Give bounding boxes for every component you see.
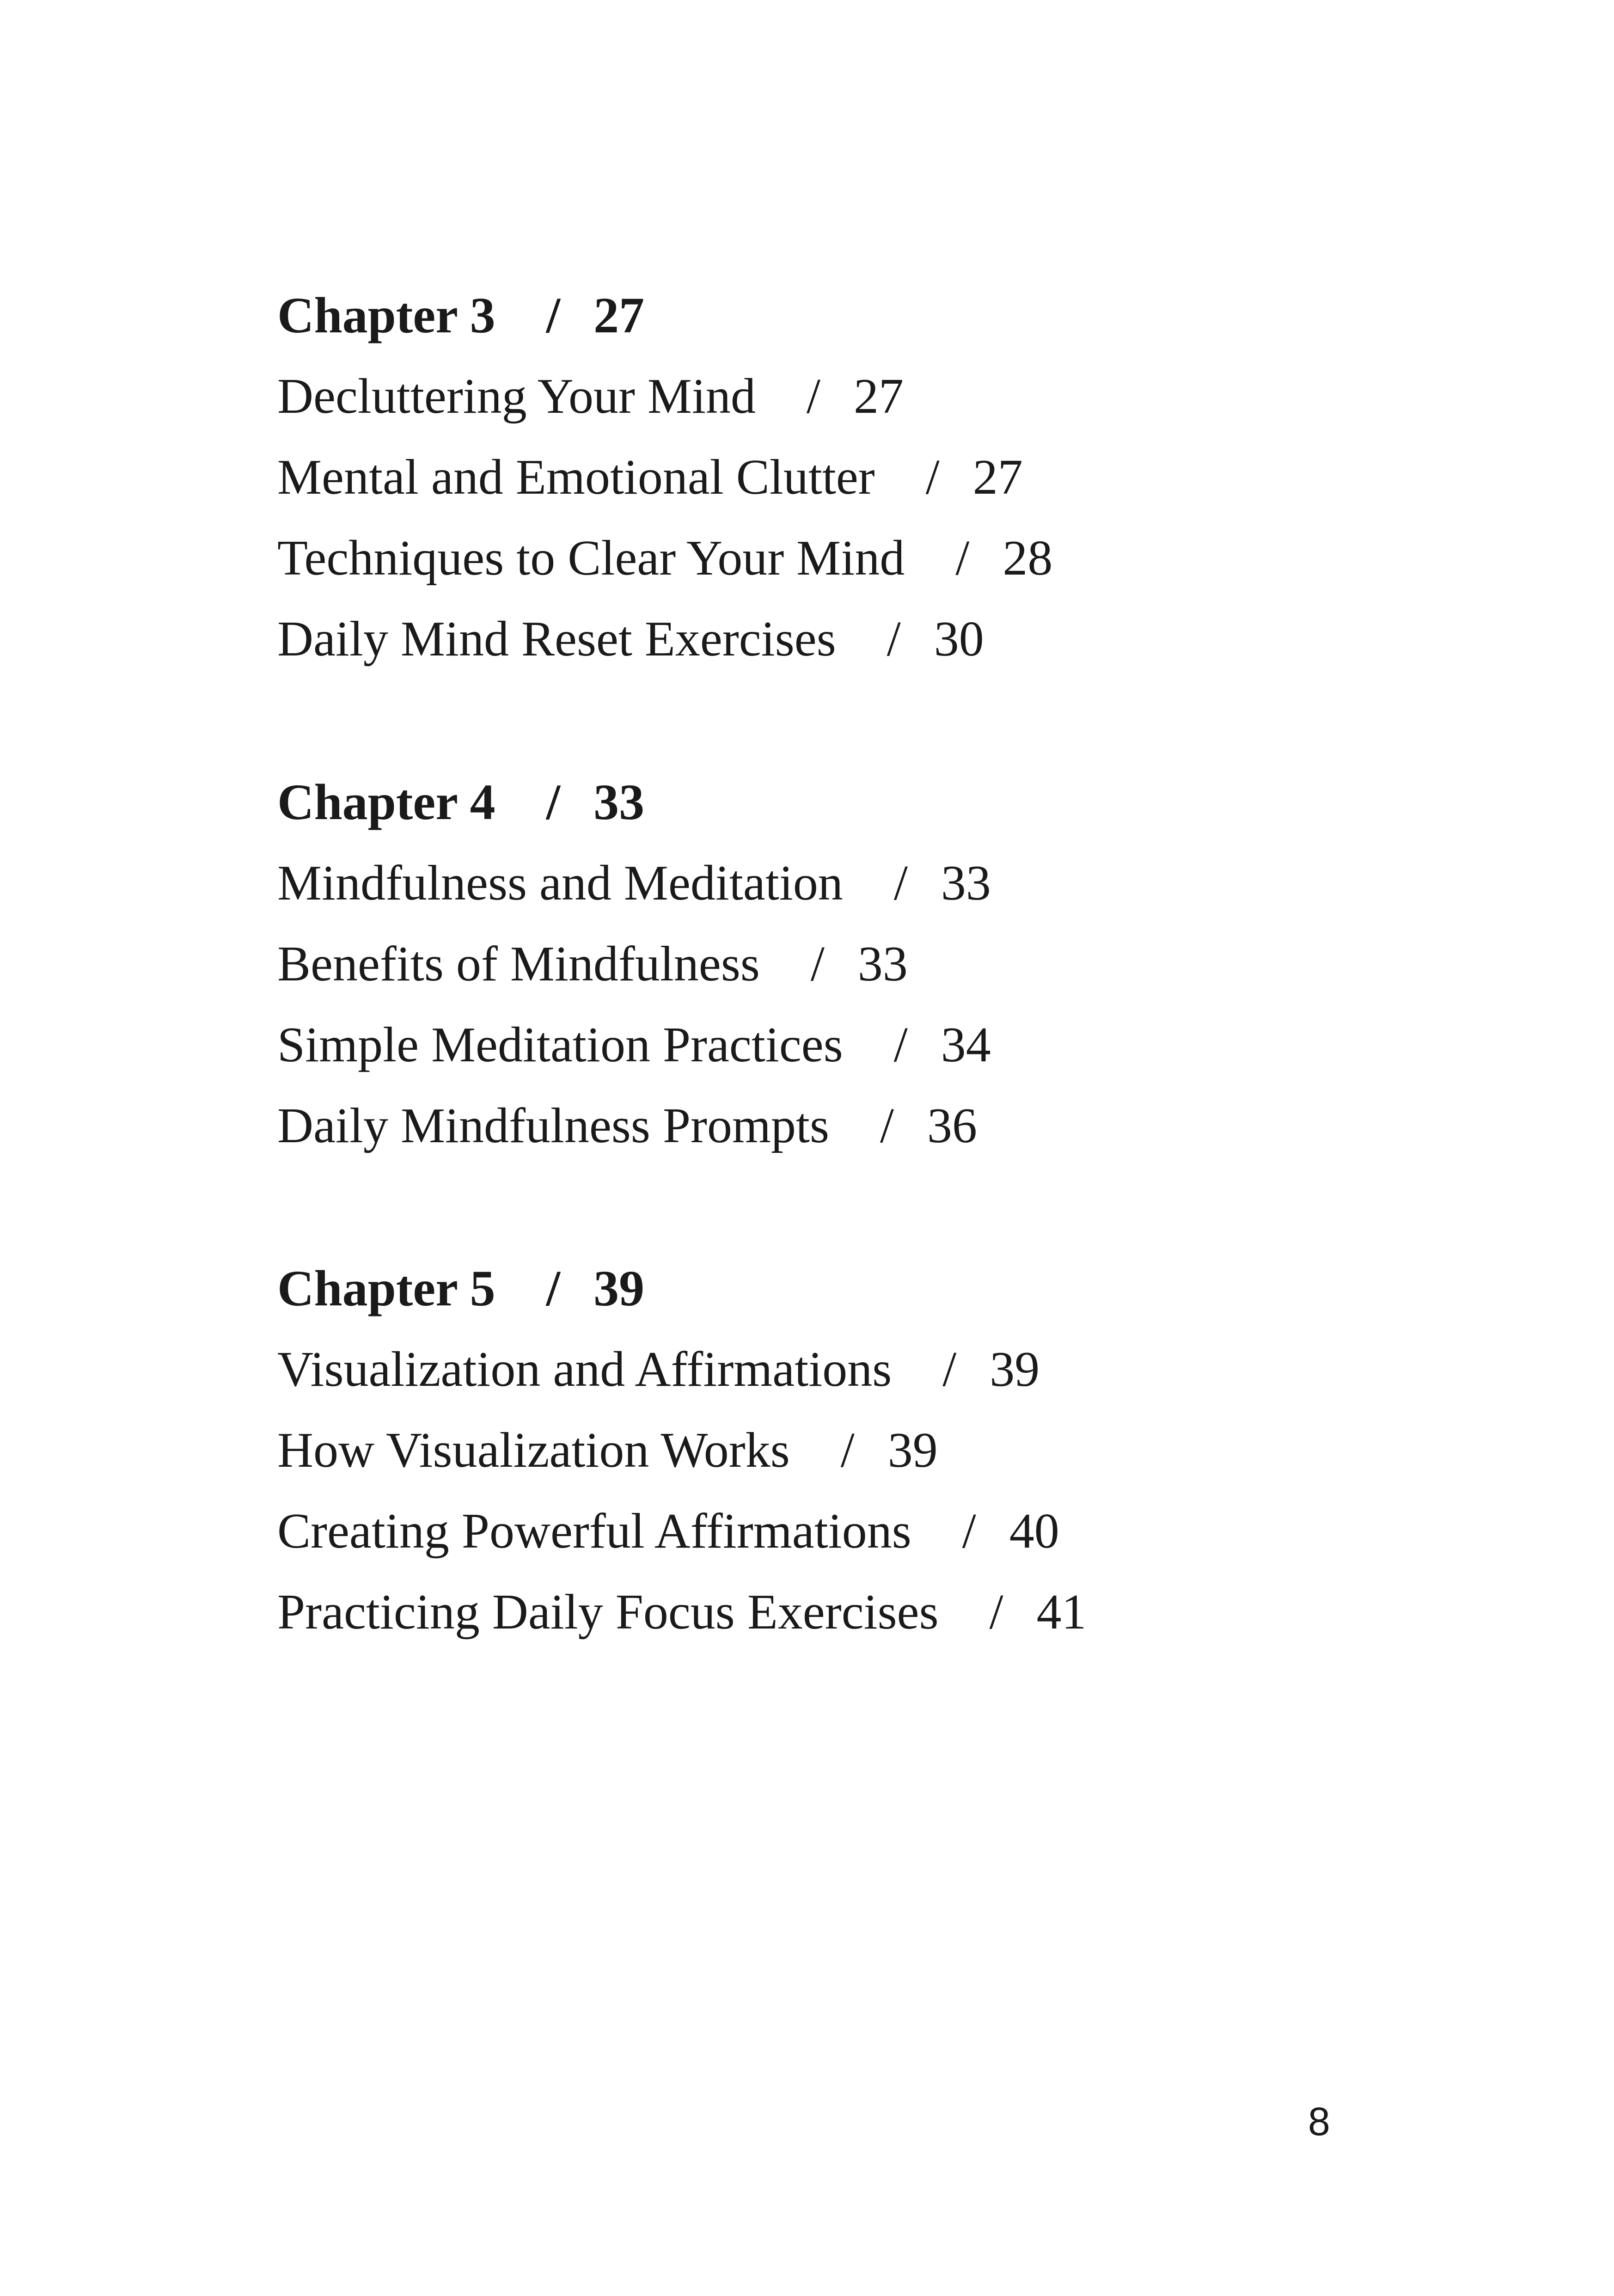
toc-entry bbox=[277, 1572, 1087, 1653]
entry-page: 41 bbox=[1036, 1585, 1087, 1640]
chapter-page: 33 bbox=[593, 774, 645, 830]
separator: / bbox=[893, 1017, 908, 1072]
separator: / bbox=[546, 1260, 561, 1316]
separator: / bbox=[893, 856, 908, 911]
entry-title: Visualization and Affirmations bbox=[277, 1342, 892, 1397]
entry-title: Techniques to Clear Your Mind bbox=[277, 531, 905, 586]
chapter-title: Chapter 3 bbox=[277, 287, 495, 343]
toc-entry bbox=[277, 1329, 1087, 1410]
entry-page: 30 bbox=[934, 612, 984, 667]
chapter-heading bbox=[277, 1248, 1087, 1329]
toc-entry bbox=[277, 843, 991, 924]
separator: / bbox=[962, 1504, 976, 1559]
entry-page: 39 bbox=[887, 1423, 938, 1478]
entry-page: 36 bbox=[927, 1098, 978, 1153]
toc-entry bbox=[277, 1085, 991, 1166]
separator: / bbox=[925, 450, 940, 505]
chapter-3-section bbox=[277, 275, 1052, 680]
entry-page: 39 bbox=[990, 1342, 1040, 1397]
toc-entry bbox=[277, 599, 1052, 680]
entry-title: Decluttering Your Mind bbox=[277, 369, 756, 424]
entry-page: 40 bbox=[1009, 1504, 1059, 1559]
entry-title: Mindfulness and Meditation bbox=[277, 856, 843, 911]
toc-entry bbox=[277, 924, 991, 1004]
entry-title: Daily Mindfulness Prompts bbox=[277, 1098, 830, 1153]
separator: / bbox=[955, 531, 970, 586]
toc-entry bbox=[277, 437, 1052, 518]
separator: / bbox=[806, 369, 820, 424]
entry-title: Creating Powerful Affirmations bbox=[277, 1504, 911, 1559]
entry-page: 33 bbox=[941, 856, 991, 911]
entry-page: 27 bbox=[853, 369, 904, 424]
separator: / bbox=[886, 612, 901, 667]
separator: / bbox=[840, 1423, 855, 1478]
separator: / bbox=[546, 774, 561, 830]
chapter-title: Chapter 5 bbox=[277, 1260, 495, 1316]
toc-entry bbox=[277, 518, 1052, 599]
chapter-page: 27 bbox=[593, 287, 645, 343]
chapter-page: 39 bbox=[593, 1260, 645, 1316]
separator: / bbox=[942, 1342, 957, 1397]
page-number: 8 bbox=[1308, 2100, 1330, 2144]
entry-title: Daily Mind Reset Exercises bbox=[277, 612, 836, 667]
toc-entry bbox=[277, 1410, 1087, 1491]
separator: / bbox=[546, 287, 561, 343]
toc-entry bbox=[277, 1491, 1087, 1572]
separator: / bbox=[880, 1098, 894, 1153]
separator: / bbox=[810, 937, 825, 992]
separator: / bbox=[989, 1585, 1003, 1640]
chapter-5-section bbox=[277, 1248, 1087, 1653]
chapter-heading bbox=[277, 762, 991, 843]
toc-entry bbox=[277, 1004, 991, 1085]
entry-title: Mental and Emotional Clutter bbox=[277, 450, 875, 505]
entry-title: Benefits of Mindfulness bbox=[277, 937, 760, 992]
chapter-heading bbox=[277, 275, 1052, 356]
entry-page: 33 bbox=[857, 937, 908, 992]
entry-title: Simple Meditation Practices bbox=[277, 1017, 843, 1072]
entry-title: How Visualization Works bbox=[277, 1423, 790, 1478]
chapter-title: Chapter 4 bbox=[277, 774, 495, 830]
toc-entry bbox=[277, 356, 1052, 437]
entry-title: Practicing Daily Focus Exercises bbox=[277, 1585, 939, 1640]
entry-page: 34 bbox=[941, 1017, 991, 1072]
entry-page: 27 bbox=[972, 450, 1023, 505]
entry-page: 28 bbox=[1003, 531, 1053, 586]
chapter-4-section bbox=[277, 762, 991, 1166]
